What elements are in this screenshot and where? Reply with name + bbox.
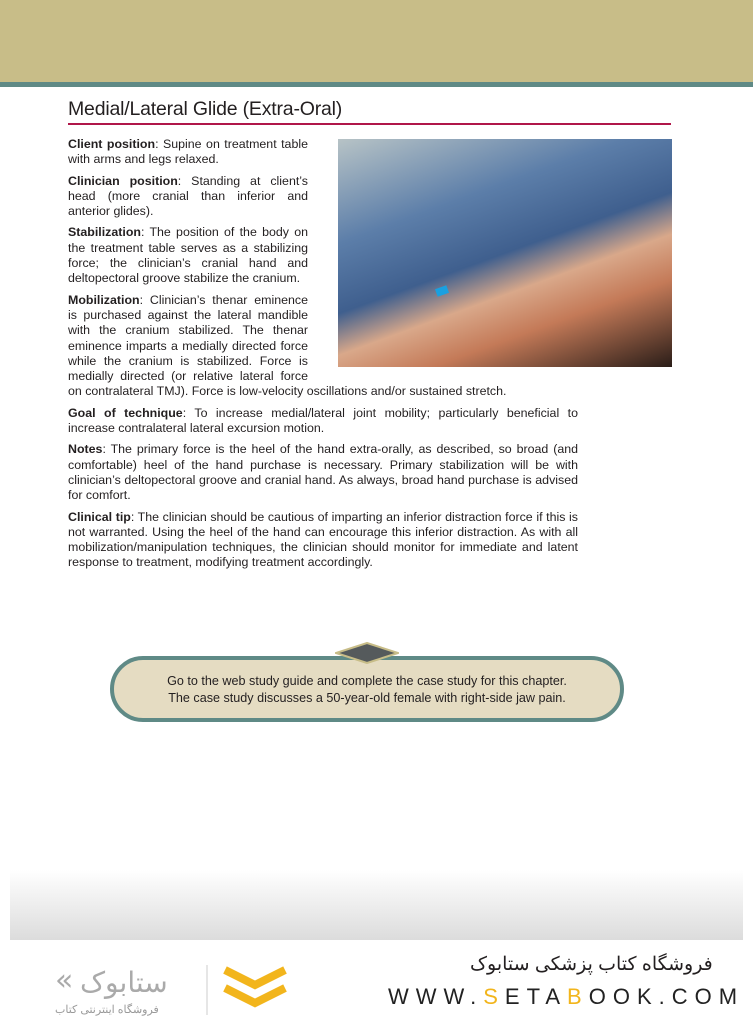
goal-of-technique: Goal of technique: To increase medial/lateral joint mobility; particularly beneficial to increase contralateral lateral excursion motion. xyxy=(68,405,578,436)
clinical-tip: Clinical tip: The clinician should be cautious of imparting an inferior distraction force if this is not warranted. Using the heel of the hand can encourage this inferior distraction. As with all mobilization/manipulation techniques, the clinician should monitor for immediate and latent response to treatment, modifying treatment accordingly. xyxy=(68,509,578,570)
client-position: Client position: Supine on treatment table with arms and legs relaxed. xyxy=(68,137,308,167)
store-name: فروشگاه کتاب پزشکی ستابوک xyxy=(470,954,713,975)
logo-subtitle: فروشگاه اینترنتی کتاب xyxy=(55,1004,159,1016)
header-band xyxy=(0,0,753,82)
header-rule xyxy=(0,82,753,87)
page-title: Medial/Lateral Glide (Extra-Oral) xyxy=(68,98,671,125)
clinician-position: Clinician position: Standing at client’s head (more cranial than inferior and anterior glides). xyxy=(68,173,308,219)
diamond-ornament-icon xyxy=(335,642,399,664)
callout-line-1: Go to the web study guide and complete the case study for this chapter. xyxy=(167,674,567,688)
force-arrow-icon xyxy=(435,285,449,297)
technique-photo xyxy=(338,139,672,367)
svg-text:«: « xyxy=(55,963,74,998)
stabilization: Stabilization: The position of the body on the treatment table serves as a stabilizing force; the clinician’s cranial hand and deltopectoral groove stabilize the cranium. xyxy=(68,225,308,286)
body-text xyxy=(68,137,578,577)
callout-line-2: The case study discusses a 50-year-old female with right-side jaw pain. xyxy=(168,691,566,705)
case-study-callout xyxy=(110,656,624,722)
mobilization: Mobilization: Clinician’s thenar eminence is purchased against the lateral mandible with the cranium stabilized. The thenar eminence imparts a medially directed force while the cranium is stabilized. Force is medially directed (or relative lateral force on contralateral TMJ). Force is low-velocity oscillations and/or sustained stretch. xyxy=(68,292,507,399)
notes: Notes: The primary force is the heel of the hand extra-orally, as described, so broad (and comfortable) heel of the hand purchase is necessary. Primary stabilization will be with clinician’s deltopectoral groove and cranial hand. As always, broad hand purchase is advised for comfort. xyxy=(68,442,578,503)
footer-fade xyxy=(10,870,743,940)
logo-text: ستابوک xyxy=(80,966,168,999)
store-url[interactable]: WWW.SETABOOK.COM xyxy=(388,984,745,1009)
